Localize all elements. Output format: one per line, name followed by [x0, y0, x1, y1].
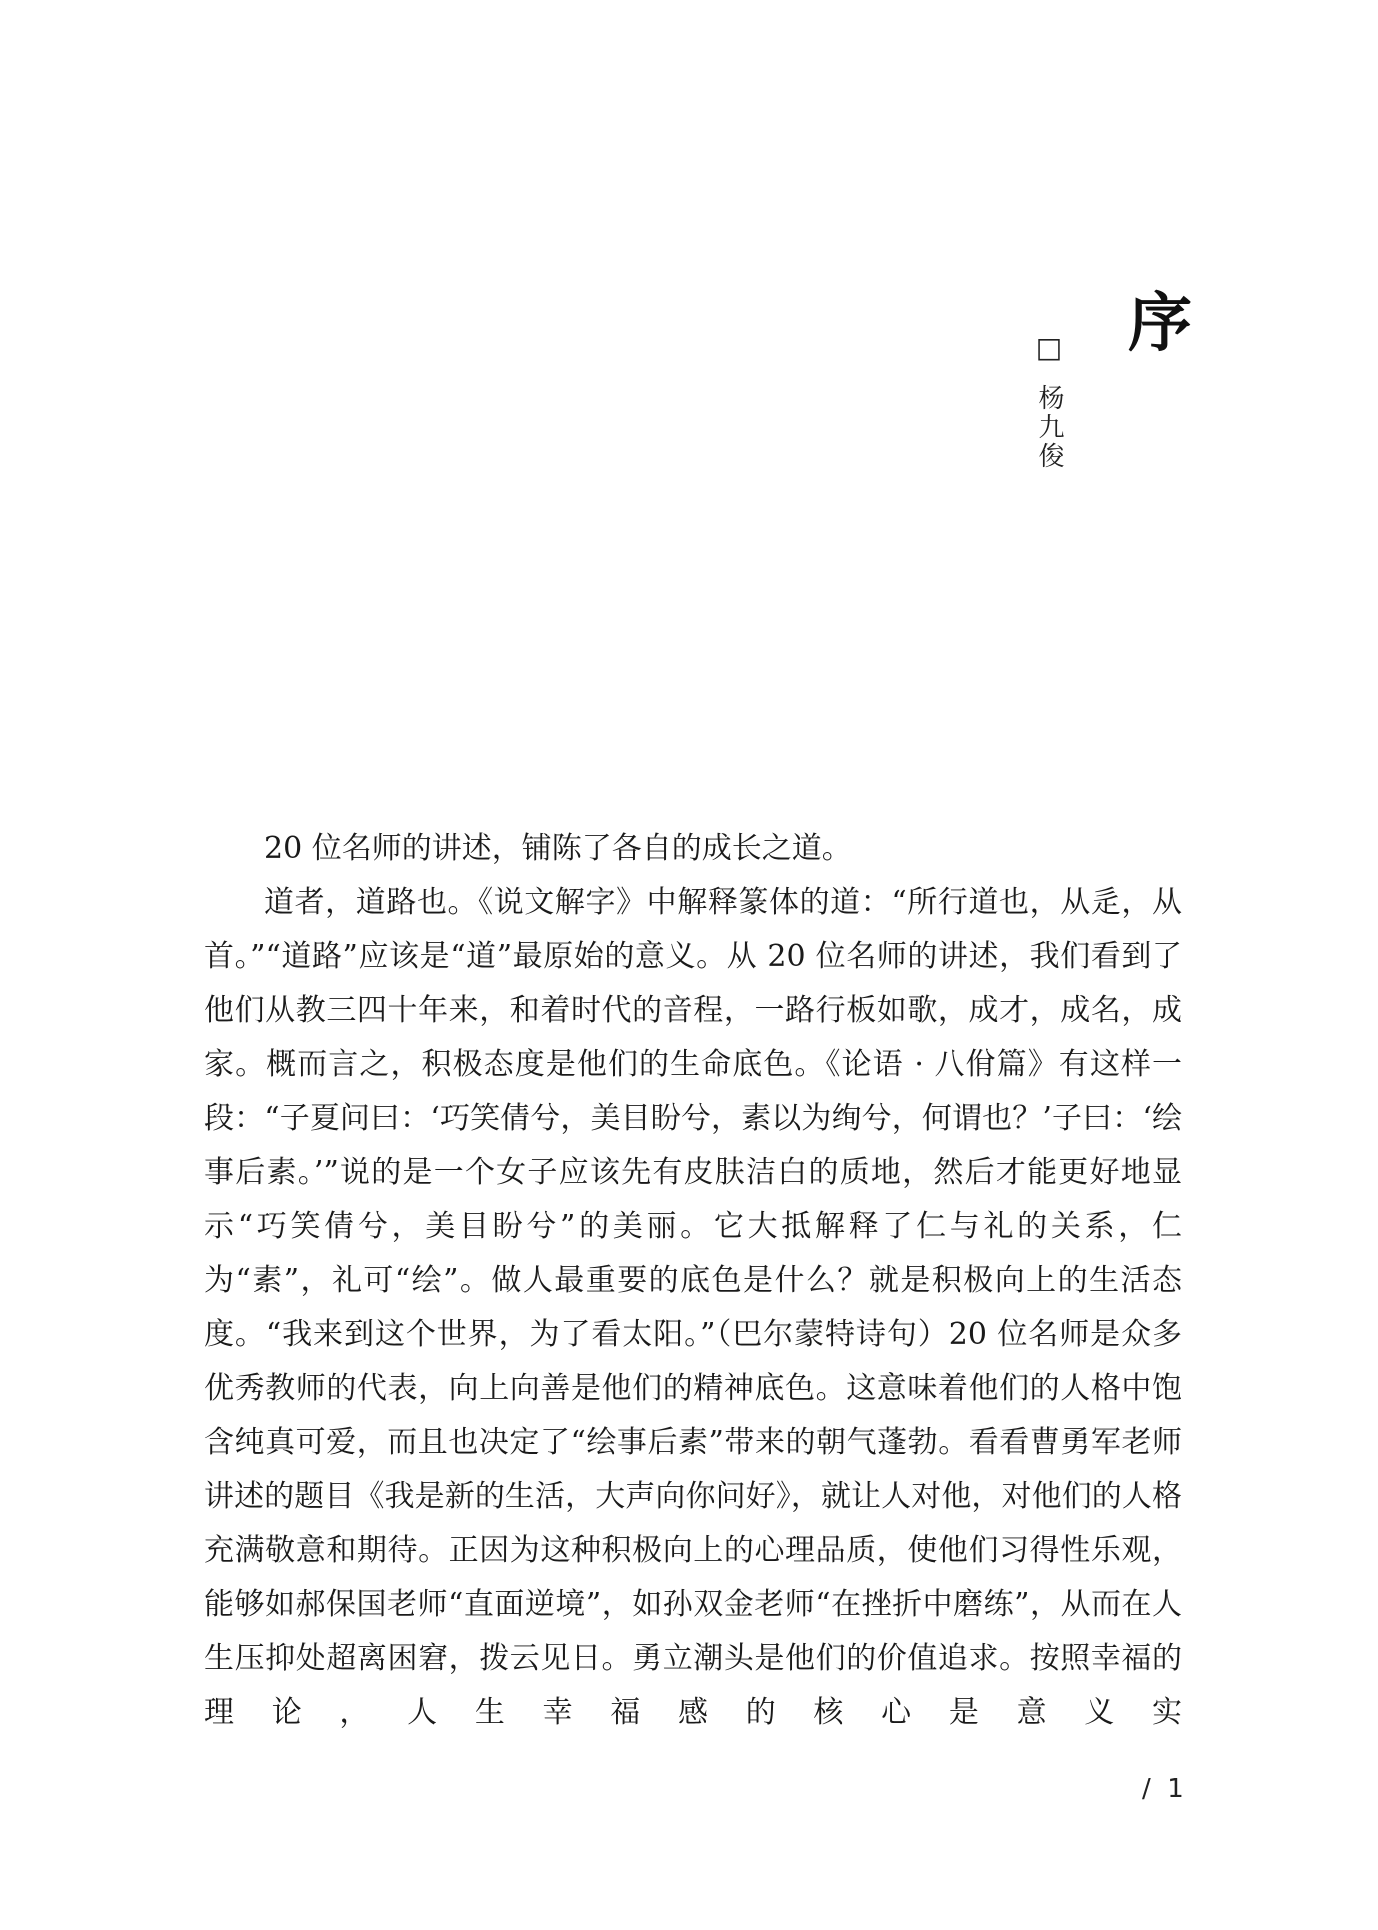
body-text	[204, 822, 1182, 1740]
author-byline	[1032, 331, 1066, 471]
paragraph: 20 位名师的讲述，铺陈了各自的成长之道。	[264, 831, 852, 866]
page-number: / 1	[1142, 1774, 1184, 1804]
paragraph: 道者，道路也。《说文解字》中解释篆体的道：“所行道也，从辵，从首。”“道路”应该是“道”最原始的意义。从 20 位名师的讲述，我们看到了他们从教三四十年来，和着时代的音程，一路行板如歌，成才，成名，成家。概而言之，积极态度是他们的生命底色。《论语 · 八佾篇》有这样一段：“子夏问曰：‘巧笑倩兮，美目盼兮，素以为绚兮，何谓也？’子曰：‘绘事后素。’”说的是一个女子应该先有皮肤洁白的质地，然后才能更好地显示“巧笑倩兮，美目盼兮”的美丽。它大抵解释了仁与礼的关系，仁为“素”，礼可“绘”。做人最重要的底色是什么？就是积极向上的生活态度。“我来到这个世界，为了看太阳。”（巴尔蒙特诗句）20 位名师是众多优秀教师的代表，向上向善是他们的精神底色。这意味着他们的人格中饱含纯真可爱，而且也决定了“绘事后素”带来的朝气蓬勃。看看曹勇军老师讲述的题目《我是新的生活，大声向你问好》，就让人对他，对他们的人格充满敬意和期待。正因为这种积极向上的心理品质，使他们习得性乐观，能够如郝保国老师“直面逆境”，如孙双金老师“在挫折中磨练”，从而在人生压抑处超离困窘，拨云见日。勇立潮头是他们的价值追求。按照幸福的理论，人生幸福感的核心是意义实	[204, 885, 1182, 1730]
chapter-title: 序	[1128, 286, 1192, 361]
author-marker: □	[1035, 331, 1063, 364]
author-name: 杨九俊	[1034, 384, 1064, 471]
